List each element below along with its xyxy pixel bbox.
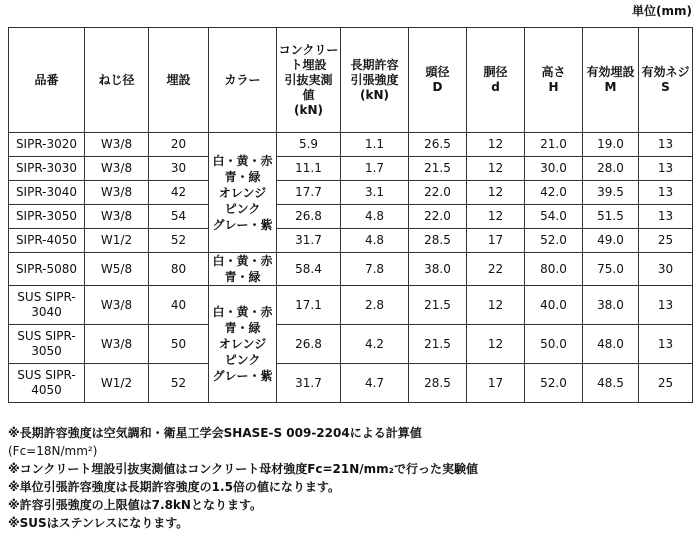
cell-d: 26.5: [409, 133, 467, 157]
header-color: カラー: [209, 28, 277, 133]
cell-pullout: 26.8: [277, 205, 341, 229]
cell-d: 17: [467, 229, 525, 253]
cell-h: 21.0: [525, 133, 583, 157]
cell-pullout: 5.9: [277, 133, 341, 157]
unit-label: 単位(mm): [632, 4, 692, 18]
cell-color: 白・黄・赤 青・緑 オレンジ ピンク グレー・紫: [209, 133, 277, 253]
cell-embed: 80: [149, 253, 209, 286]
header-row: [9, 28, 693, 133]
cell-h: 52.0: [525, 229, 583, 253]
cell-d: 12: [467, 181, 525, 205]
notes: [8, 424, 692, 532]
header-part-no: 品番: [9, 28, 85, 133]
cell-h: 80.0: [525, 253, 583, 286]
cell-d: 12: [467, 205, 525, 229]
cell-s: 25: [639, 364, 693, 403]
cell-s: 13: [639, 205, 693, 229]
table-row: [9, 229, 693, 253]
cell-s: 13: [639, 133, 693, 157]
cell-pullout: 58.4: [277, 253, 341, 286]
cell-tensile: 3.1: [341, 181, 409, 205]
table-row: [9, 253, 693, 286]
cell-thread: W3/8: [85, 157, 149, 181]
header-height: 高さ H: [525, 28, 583, 133]
cell-d: 22.0: [409, 181, 467, 205]
header-body: 胴径 d: [467, 28, 525, 133]
cell-m: 75.0: [583, 253, 639, 286]
note-4: ※単位引張許容強度は長期許容強度の1.5倍の値になります。: [8, 480, 340, 494]
header-eff-thread: 有効ネジ S: [639, 28, 693, 133]
cell-part-no: SUS SIPR- 3050: [9, 325, 85, 364]
header-eff-embed: 有効埋設 M: [583, 28, 639, 133]
note-2: (Fc=18N/mm²): [8, 444, 98, 458]
cell-thread: W3/8: [85, 205, 149, 229]
cell-part-no: SIPR-3020: [9, 133, 85, 157]
cell-color: 白・黄・赤 青・緑: [209, 253, 277, 286]
cell-tensile: 1.7: [341, 157, 409, 181]
table-row: [9, 286, 693, 325]
cell-s: 30: [639, 253, 693, 286]
cell-s: 13: [639, 181, 693, 205]
cell-part-no: SIPR-3040: [9, 181, 85, 205]
header-embed: 埋設: [149, 28, 209, 133]
cell-d: 12: [467, 286, 525, 325]
cell-s: 13: [639, 157, 693, 181]
cell-pullout: 31.7: [277, 364, 341, 403]
header-tensile: 長期許容 引張強度 (kN): [341, 28, 409, 133]
cell-color: 白・黄・赤 青・緑 オレンジ ピンク グレー・紫: [209, 286, 277, 403]
cell-s: 25: [639, 229, 693, 253]
cell-d: 12: [467, 133, 525, 157]
cell-tensile: 2.8: [341, 286, 409, 325]
cell-tensile: 4.7: [341, 364, 409, 403]
cell-tensile: 4.8: [341, 205, 409, 229]
cell-thread: W3/8: [85, 181, 149, 205]
cell-thread: W5/8: [85, 253, 149, 286]
cell-embed: 52: [149, 229, 209, 253]
note-5: ※許容引張強度の上限値は7.8kNとなります。: [8, 498, 262, 512]
cell-d: 28.5: [409, 229, 467, 253]
header-head: 頭径 D: [409, 28, 467, 133]
cell-embed: 20: [149, 133, 209, 157]
cell-m: 39.5: [583, 181, 639, 205]
note-3: ※コンクリート埋設引抜実測値はコンクリート母材強度Fc=21N/mm₂で行った実験値: [8, 462, 478, 476]
cell-pullout: 26.8: [277, 325, 341, 364]
cell-thread: W3/8: [85, 325, 149, 364]
cell-d: 28.5: [409, 364, 467, 403]
cell-h: 40.0: [525, 286, 583, 325]
table-row: [9, 205, 693, 229]
cell-part-no: SIPR-5080: [9, 253, 85, 286]
cell-embed: 40: [149, 286, 209, 325]
cell-pullout: 17.1: [277, 286, 341, 325]
cell-thread: W1/2: [85, 229, 149, 253]
table-row: [9, 157, 693, 181]
cell-embed: 52: [149, 364, 209, 403]
note-1: ※長期許容強度は空気調和・衛星工学会SHASE-S 009-2204による計算値: [8, 426, 422, 440]
cell-tensile: 1.1: [341, 133, 409, 157]
cell-part-no: SUS SIPR- 3040: [9, 286, 85, 325]
cell-embed: 42: [149, 181, 209, 205]
cell-thread: W3/8: [85, 286, 149, 325]
note-6: ※SUSはステンレスになります。: [8, 516, 189, 530]
spec-table: [8, 27, 693, 403]
cell-h: 52.0: [525, 364, 583, 403]
cell-s: 13: [639, 286, 693, 325]
cell-pullout: 17.7: [277, 181, 341, 205]
cell-d: 17: [467, 364, 525, 403]
cell-d: 21.5: [409, 325, 467, 364]
cell-h: 30.0: [525, 157, 583, 181]
table-row: [9, 181, 693, 205]
cell-h: 54.0: [525, 205, 583, 229]
cell-embed: 54: [149, 205, 209, 229]
cell-m: 28.0: [583, 157, 639, 181]
cell-d: 12: [467, 325, 525, 364]
cell-thread: W3/8: [85, 133, 149, 157]
cell-pullout: 11.1: [277, 157, 341, 181]
cell-s: 13: [639, 325, 693, 364]
header-thread: ねじ径: [85, 28, 149, 133]
cell-m: 49.0: [583, 229, 639, 253]
table-row: [9, 364, 693, 403]
cell-part-no: SIPR-3050: [9, 205, 85, 229]
cell-tensile: 4.2: [341, 325, 409, 364]
table-row: [9, 325, 693, 364]
cell-tensile: 4.8: [341, 229, 409, 253]
cell-embed: 50: [149, 325, 209, 364]
cell-d: 21.5: [409, 286, 467, 325]
cell-d: 22.0: [409, 205, 467, 229]
cell-d: 38.0: [409, 253, 467, 286]
cell-part-no: SIPR-3030: [9, 157, 85, 181]
cell-pullout: 31.7: [277, 229, 341, 253]
cell-d: 12: [467, 157, 525, 181]
cell-d: 21.5: [409, 157, 467, 181]
header-pullout: コンクリー ト埋設 引抜実測 値 (kN): [277, 28, 341, 133]
cell-m: 51.5: [583, 205, 639, 229]
cell-tensile: 7.8: [341, 253, 409, 286]
cell-h: 42.0: [525, 181, 583, 205]
cell-part-no: SIPR-4050: [9, 229, 85, 253]
cell-embed: 30: [149, 157, 209, 181]
cell-m: 48.0: [583, 325, 639, 364]
cell-thread: W1/2: [85, 364, 149, 403]
cell-m: 48.5: [583, 364, 639, 403]
cell-part-no: SUS SIPR- 4050: [9, 364, 85, 403]
cell-d: 22: [467, 253, 525, 286]
cell-h: 50.0: [525, 325, 583, 364]
table-row: [9, 133, 693, 157]
cell-m: 38.0: [583, 286, 639, 325]
cell-m: 19.0: [583, 133, 639, 157]
